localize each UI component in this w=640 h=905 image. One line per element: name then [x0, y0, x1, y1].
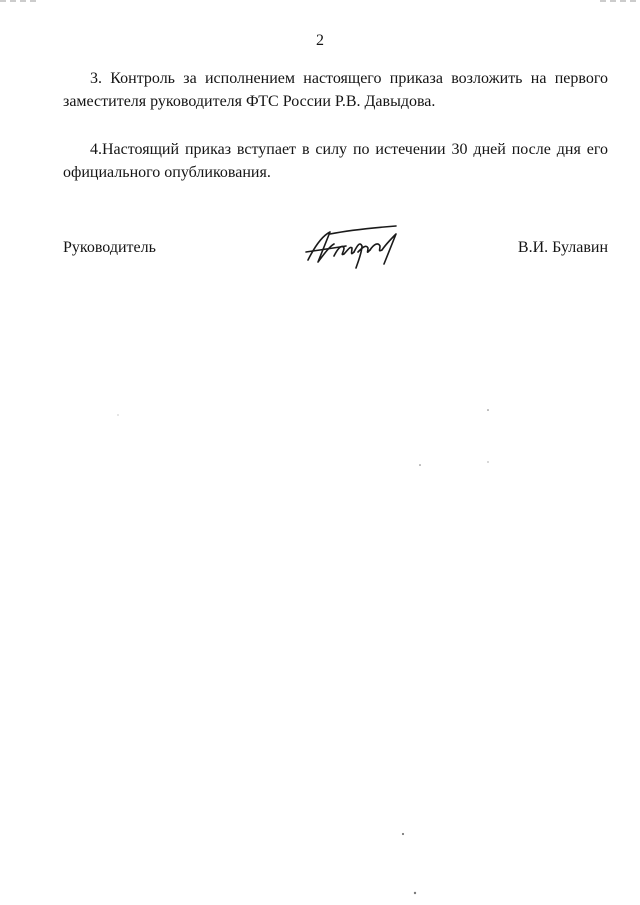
signatory-title: Руководитель — [63, 239, 156, 256]
paragraph-4-line-2: официального опубликования. — [63, 164, 271, 181]
paragraph-4-line-1: 4.Настоящий приказ вступает в силу по истечении 30 дней после дня его — [90, 141, 608, 158]
paragraph-4 — [63, 138, 608, 184]
handwritten-signature — [300, 222, 410, 272]
paragraph-3-line-1: 3. Контроль за исполнением настоящего приказа возложить на первого — [90, 70, 608, 87]
page-number: 2 — [316, 32, 324, 49]
scan-edge-marks — [0, 0, 640, 2]
signatory-name: В.И. Булавин — [517, 239, 608, 256]
paragraph-3 — [63, 67, 608, 113]
paragraph-3-line-2: заместителя руководителя ФТС России Р.В. Давыдова. — [63, 93, 436, 110]
